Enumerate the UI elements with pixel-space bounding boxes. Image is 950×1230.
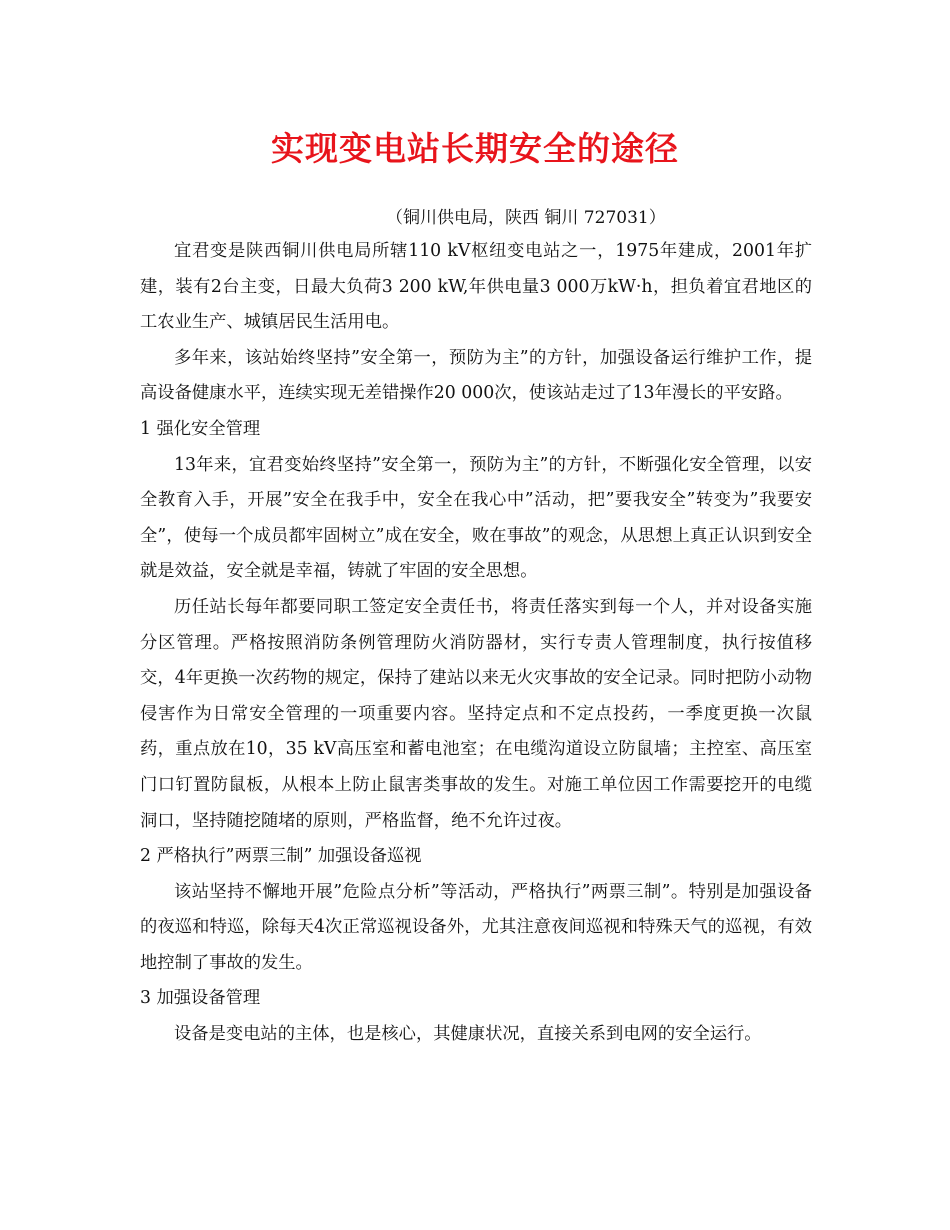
section-3-heading: 3 加强设备管理 <box>140 988 261 1009</box>
document-title: 实现变电站长期安全的途径 <box>271 129 679 168</box>
section-2-paragraph-1: 该站坚持不懈地开展”危险点分析”等活动，严格执行”两票三制”。特别是加强设备的夜巡和特巡，除每天4次正常巡视设备外，尤其注意夜间巡视和特殊天气的巡视，有效地控制了事故的发生。 <box>140 881 812 973</box>
section-3-paragraph-1: 设备是变电站的主体，也是核心，其健康状况，直接关系到电网的安全运行。 <box>174 1024 762 1045</box>
author-affiliation: （铜川供电局，陕西 铜川 727031） <box>386 208 666 228</box>
intro-paragraph-2: 多年来，该站始终坚持”安全第一，预防为主”的方针，加强设备运行维护工作，提高设备健康水平，连续实现无差错操作20 000次，使该站走过了13年漫长的平安路。 <box>140 347 812 404</box>
section-1-paragraph-1: 13年来，宜君变始终坚持”安全第一，预防为主”的方针，不断强化安全管理，以安全教育入手，开展”安全在我手中，安全在我心中”活动，把”要我安全”转变为”我要安全”，使每一个成员都牢固树立”成在安全，败在事故”的观念，从思想上真正认识到安全就是效益，安全就是幸福，铸就了牢固的安全思想。 <box>140 454 812 582</box>
section-2-heading: 2 严格执行”两票三制” 加强设备巡视 <box>140 846 422 867</box>
section-1-paragraph-2: 历任站长每年都要同职工签定安全责任书，将责任落实到每一个人，并对设备实施分区管理。严格按照消防条例管理防火消防器材，实行专责人管理制度，执行按值移交，4年更换一次药物的规定，保持了建站以来无火灾事故的安全记录。同时把防小动物侵害作为日常安全管理的一项重要内容。坚持定点和不定点投药，一季度更换一次鼠药，重点放在10，35 kV高压室和蓄电池室；在电缆沟道设立防鼠墙；主控室、高压室门口钉置防鼠板，从根本上防止鼠害类事故的发生。对施工单位因工作需要挖开的电缆洞口，坚持随挖随堵的原则，严格监督，绝不允许过夜。 <box>140 596 812 831</box>
document-body <box>140 234 812 1053</box>
section-1-heading: 1 强化安全管理 <box>140 418 261 439</box>
intro-paragraph-1: 宜君变是陕西铜川供电局所辖110 kV枢纽变电站之一，1975年建成，2001年扩建，装有2台主变，日最大负荷3 200 kW,年供电量3 000万kW·h，担负着宜君地区的工农业生产、城镇居民生活用电。 <box>140 241 812 333</box>
